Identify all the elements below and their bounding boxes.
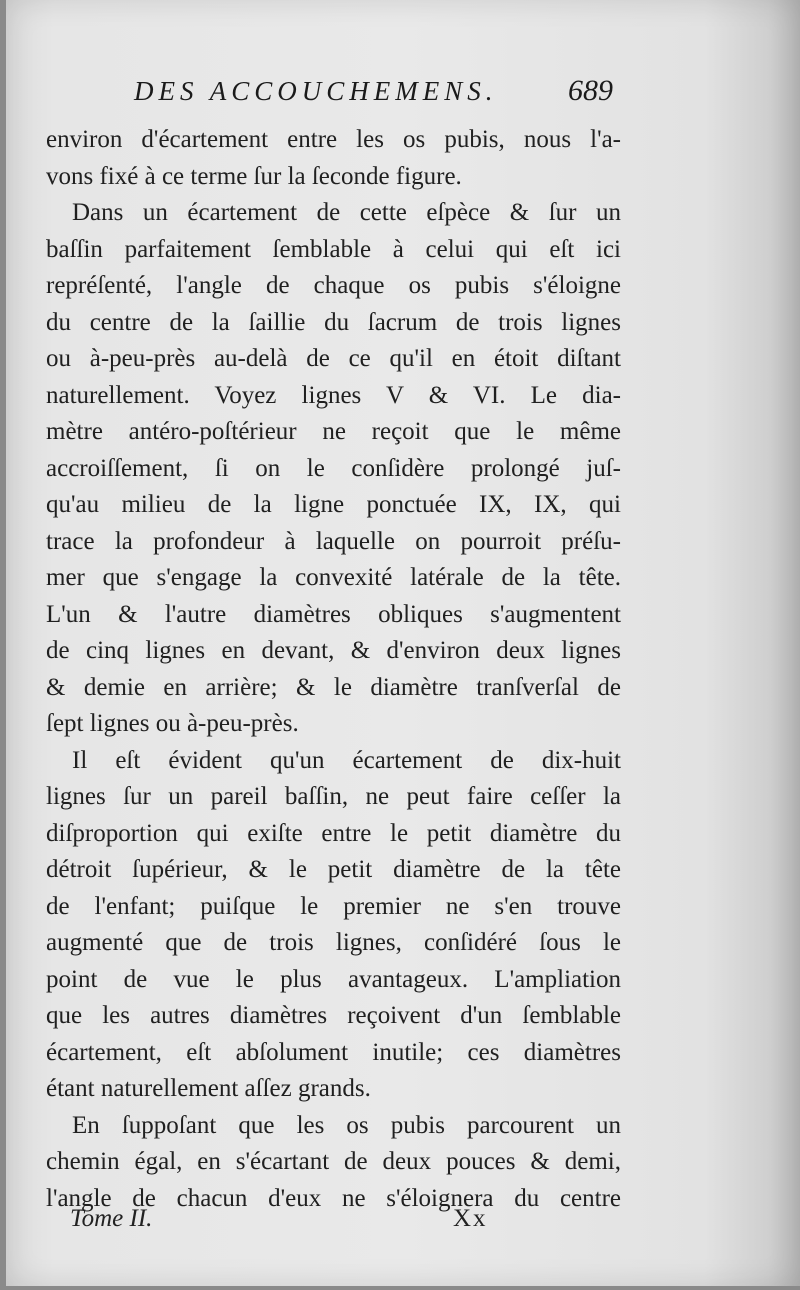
- text-line: de l'enfant; puiſque le premier ne s'en trouve: [46, 892, 621, 920]
- running-title: DES ACCOUCHEMENS.: [134, 76, 498, 106]
- text-line: détroit ſupérieur, & le petit diamètre de la tête: [46, 856, 621, 883]
- text-line: Il eſt évident qu'un écartement de dix-huit: [72, 746, 621, 774]
- text-line: trace la profondeur à laquelle on pourroit préſu-: [46, 527, 621, 555]
- text-line: chemin égal, en s'écartant de deux pouces & demi,: [46, 1148, 621, 1175]
- text-line: de cinq lignes en devant, & d'environ deux lignes: [46, 637, 621, 664]
- text-line: augmenté que de trois lignes, conſidéré ſous le: [46, 929, 621, 956]
- text-line: du centre de la ſaillie du ſacrum de trois lignes: [46, 308, 621, 336]
- text-line: En ſuppoſant que les os pubis parcourent un: [72, 1111, 621, 1139]
- text-line: L'un & l'autre diamètres obliques s'augmentent: [46, 600, 621, 628]
- signature-mark: Xx: [453, 1205, 488, 1232]
- text-line: Dans un écartement de cette eſpèce & ſur un: [72, 199, 621, 226]
- page-footer: [6, 1205, 800, 1245]
- text-line: lignes ſur un pareil baſſin, ne peut faire ceſſer la: [46, 783, 621, 810]
- text-line: point de vue le plus avantageux. L'ampliation: [46, 965, 621, 993]
- page-header: [6, 76, 800, 120]
- text-line: écartement, eſt abſolument inutile; ces diamètres: [46, 1038, 621, 1066]
- text-line: l'angle de chacun d'eux ne s'éloignera du centre: [46, 1184, 621, 1212]
- text-line: & demie en arrière; & le diamètre tranſverſal de: [46, 673, 621, 701]
- text-line: baſſin parfaitement ſemblable à celui qui eſt ici: [46, 235, 621, 263]
- text-line: qu'au milieu de la ligne ponctuée IX, IX, qui: [46, 491, 621, 518]
- text-line: ſept lignes ou à-peu-près.: [46, 710, 299, 737]
- book-page: [6, 0, 800, 1286]
- text-line: ou à-peu-près au-delà de ce qu'il en étoit diſtant: [46, 345, 621, 372]
- text-line: mer que s'engage la convexité latérale de la tête.: [46, 564, 621, 591]
- text-line: diſproportion qui exiſte entre le petit diamètre du: [46, 819, 621, 847]
- text-line: accroiſſement, ſi on le conſidère prolongé juſ-: [46, 454, 621, 482]
- text-line: que les autres diamètres reçoivent d'un ſemblable: [46, 1002, 621, 1029]
- text-line: environ d'écartement entre les os pubis, nous l'a-: [46, 126, 621, 153]
- page-number: 689: [568, 74, 613, 107]
- text-line: mètre antéro-poſtérieur ne reçoit que le même: [46, 418, 621, 445]
- volume-label: Tome II.: [70, 1205, 153, 1232]
- body-text: [46, 122, 621, 1217]
- text-line: étant naturellement aſſez grands.: [46, 1075, 371, 1102]
- text-line: naturellement. Voyez lignes V & VI. Le dia-: [46, 381, 621, 409]
- text-line: vons fixé à ce terme ſur la ſeconde figure.: [46, 162, 462, 190]
- text-line: repréſenté, l'angle de chaque os pubis s'éloigne: [46, 272, 621, 299]
